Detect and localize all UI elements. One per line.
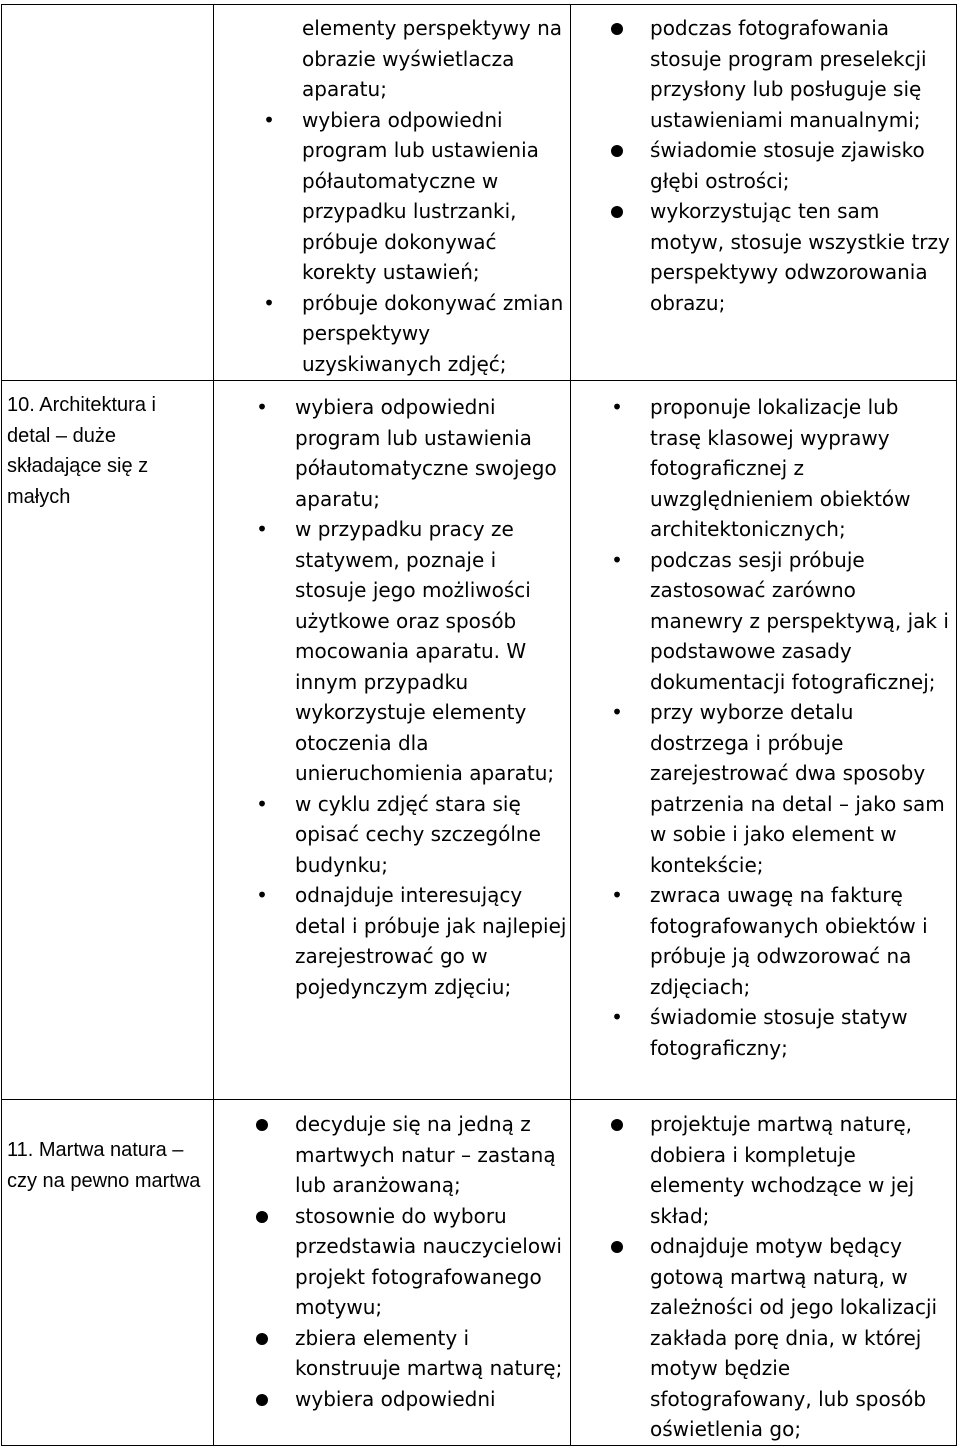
list-item <box>295 880 567 1002</box>
criterion-text: wybiera odpowiedni <box>295 1386 496 1411</box>
bullet-icon <box>252 1384 272 1415</box>
bullet-icon <box>607 392 627 423</box>
criterion-text: świadomie stosuje statyw fotograficzny; <box>650 1005 908 1060</box>
bullet-icon <box>607 135 627 166</box>
criterion-text: próbuje dokonywać zmian perspektywy uzyskiwanych zdjęć; <box>302 290 564 376</box>
criterion-text: wykorzystując ten sam motyw, stosuje wszystkie trzy perspektywy odwzorowania obrazu; <box>650 199 950 315</box>
bullet-icon <box>607 1002 627 1033</box>
bullet-icon <box>607 1109 627 1140</box>
list-item <box>650 13 956 135</box>
list-item <box>650 392 952 545</box>
row-2-col1-list <box>295 1109 567 1414</box>
bullet-icon <box>252 789 272 820</box>
list-item <box>295 1384 567 1415</box>
criterion-text: odnajduje motyw będący gotową martwą naturą, w zależności od jego lokalizacji zakłada porę dnia, w której motyw będzie sfotografowany, lub sposób oświetlenia go; <box>650 1234 938 1441</box>
criterion-text: proponuje lokalizacje lub trasę klasowej wyprawy fotograficznej z uwzględnieniem obiektów architektonicznych; <box>650 395 911 541</box>
list-item <box>650 1231 952 1445</box>
criterion-text: podczas fotografowania stosuje program preselekcji przysłony lub posługuje się ustawieniami manualnymi; <box>650 16 927 132</box>
list-item <box>295 1109 567 1201</box>
criterion-text: stosownie do wyboru przedstawia nauczycielowi projekt fotografowanego motywu; <box>295 1203 562 1319</box>
bullet-icon <box>252 1323 272 1354</box>
criteria-table <box>1 4 957 1446</box>
list-item <box>295 789 567 881</box>
criterion-text: zwraca uwagę na fakturę fotografowanych obiektów i próbuje ją odwzorować na zdjęciach; <box>650 883 928 999</box>
row-1-col1 <box>295 392 567 1002</box>
criterion-text: przy wyborze detalu dostrzega i próbuje zarejestrować dwa sposoby patrzenia na detal – jako sam w sobie i jako element w kontekście; <box>650 700 945 877</box>
criterion-text: wybiera odpowiedni program lub ustawienia półautomatyczne swojego aparatu; <box>295 395 557 511</box>
bullet-icon <box>252 1109 272 1140</box>
column-divider-1 <box>213 4 214 1446</box>
list-item <box>650 1109 952 1231</box>
bullet-icon <box>259 288 279 319</box>
row-1-topic: 10. Architektura i detal – duże składające się z małych <box>7 394 156 508</box>
row-0-col2 <box>650 13 956 318</box>
list-item <box>302 288 567 380</box>
list-item <box>302 105 567 288</box>
criterion-text: zbiera elementy i konstruuje martwą naturę; <box>295 1325 563 1380</box>
list-item <box>650 135 956 196</box>
list-item <box>295 1201 567 1323</box>
list-item <box>650 545 952 698</box>
bullet-icon <box>607 196 627 227</box>
row-divider-2 <box>1 1099 957 1100</box>
bullet-icon <box>252 880 272 911</box>
table-border-left <box>1 4 2 1446</box>
criterion-text: podczas sesji próbuje zastosować zarówno manewry z perspektywą, jak i podstawowe zasady dokumentacji fotograficznej; <box>650 547 949 694</box>
bullet-icon <box>607 1231 627 1262</box>
list-item <box>295 392 567 514</box>
criterion-text: w cyklu zdjęć stara się opisać cechy szczególne budynku; <box>295 791 541 877</box>
column-divider-2 <box>570 4 571 1446</box>
row-0-col1-list <box>302 13 567 379</box>
bullet-icon <box>259 105 279 136</box>
row-1-col2 <box>650 392 952 1063</box>
list-item <box>650 880 952 1002</box>
criterion-text: świadomie stosuje zjawisko głębi ostrości; <box>650 138 925 193</box>
table-border-right <box>956 4 957 1446</box>
row-1-col2-list <box>650 392 952 1063</box>
row-2-col2-list <box>650 1109 952 1445</box>
list-item <box>302 13 567 105</box>
row-2-topic: 11. Martwa natura – czy na pewno martwa <box>7 1139 201 1192</box>
list-item <box>295 514 567 789</box>
list-item <box>295 1323 567 1384</box>
list-item <box>650 1002 952 1063</box>
bullet-icon <box>607 697 627 728</box>
row-1-col1-list <box>295 392 567 1002</box>
row-divider-1 <box>1 380 957 381</box>
table-border-bottom <box>1 1445 957 1446</box>
list-item <box>650 196 956 318</box>
table-border-top <box>1 4 957 5</box>
list-item <box>650 697 952 880</box>
bullet-icon <box>607 880 627 911</box>
row-0-col1 <box>302 13 567 379</box>
criterion-text: elementy perspektywy na obrazie wyświetlacza aparatu; <box>302 16 563 101</box>
bullet-icon <box>252 1201 272 1232</box>
row-2-col2 <box>650 1109 952 1445</box>
criterion-text: w przypadku pracy ze statywem, poznaje i stosuje jego możliwości użytkowe oraz sposób mocowania aparatu. W innym przypadku wykorzystuje elementy otoczenia dla unieruchomienia aparatu; <box>295 517 555 785</box>
row-0-col2-list <box>650 13 956 318</box>
bullet-icon <box>252 514 272 545</box>
criterion-text: projektuje martwą naturę, dobiera i kompletuje elementy wchodzące w jej skład; <box>650 1112 915 1228</box>
bullet-icon <box>252 392 272 423</box>
bullet-icon <box>607 545 627 576</box>
bullet-icon <box>607 13 627 44</box>
criterion-text: wybiera odpowiedni program lub ustawienia półautomatyczne w przypadku lustrzanki, próbuje dokonywać korekty ustawień; <box>302 107 539 284</box>
criterion-text: odnajduje interesujący detal i próbuje jak najlepiej zarejestrować go w pojedynczym zdjęciu; <box>295 883 567 999</box>
criterion-text: decyduje się na jedną z martwych natur – zastaną lub aranżowaną; <box>295 1112 556 1197</box>
row-2-col1 <box>295 1109 567 1414</box>
